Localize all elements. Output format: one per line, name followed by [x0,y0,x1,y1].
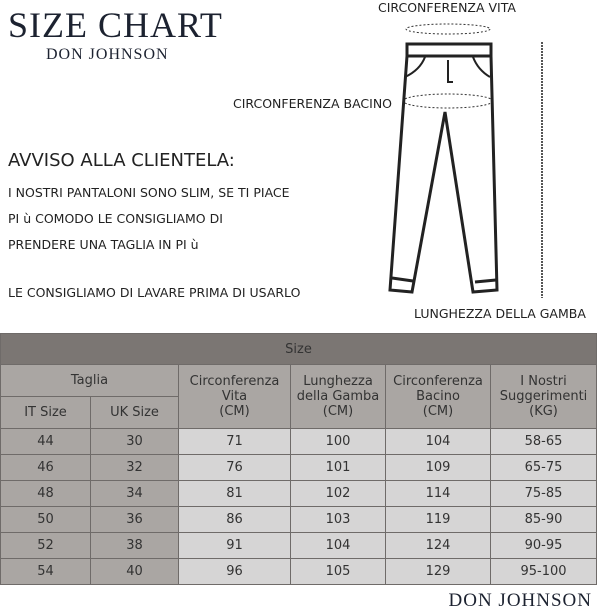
table-row [1,455,597,481]
table-cell: 96 [179,559,291,585]
table-cell: 65-75 [491,455,597,481]
table-cell: 90-95 [491,533,597,559]
table-cell: 48 [1,481,91,507]
table-row [1,429,597,455]
uk-size-header: UK Size [91,397,179,429]
table-row [1,559,597,585]
notice-line: I NOSTRI PANTALONI SONO SLIM, SE TI PIACE [8,185,290,200]
table-cell: 81 [179,481,291,507]
pants-illustration [380,0,600,310]
taglia-header: Taglia [1,365,179,397]
table-cell: 101 [291,455,386,481]
table-cell: 34 [91,481,179,507]
table-cell: 102 [291,481,386,507]
brand-subtitle: DON JOHNSON [46,46,169,63]
weight-header: I Nostri Suggerimenti (KG) [491,365,597,429]
footer-brand: DON JOHNSON [448,590,592,611]
table-cell: 76 [179,455,291,481]
table-cell: 105 [291,559,386,585]
table-cell: 54 [1,559,91,585]
table-cell: 91 [179,533,291,559]
notice-line: PI ù COMODO LE CONSIGLIAMO DI [8,211,223,226]
size-table [0,333,597,585]
wash-notice: LE CONSIGLIAMO DI LAVARE PRIMA DI USARLO [8,285,301,300]
table-cell: 30 [91,429,179,455]
hip-header: Circonferenza Bacino (CM) [386,365,491,429]
table-cell: 86 [179,507,291,533]
table-cell: 40 [91,559,179,585]
table-row [1,533,597,559]
table-cell: 104 [386,429,491,455]
table-cell: 50 [1,507,91,533]
table-cell: 114 [386,481,491,507]
notice-line: PRENDERE UNA TAGLIA IN PI ù [8,237,199,252]
hip-label: CIRCONFERENZA BACINO [233,96,393,111]
waist-label: CIRCONFERENZA VITA [378,0,516,15]
table-cell: 58-65 [491,429,597,455]
table-cell: 103 [291,507,386,533]
table-cell: 44 [1,429,91,455]
table-cell: 119 [386,507,491,533]
table-cell: 100 [291,429,386,455]
table-cell: 52 [1,533,91,559]
leg-header: Lunghezza della Gamba (CM) [291,365,386,429]
it-size-header: IT Size [1,397,91,429]
table-cell: 129 [386,559,491,585]
notice-heading: AVVISO ALLA CLIENTELA: [8,150,235,171]
table-cell: 32 [91,455,179,481]
table-cell: 109 [386,455,491,481]
title: SIZE CHART [8,5,223,45]
table-row [1,481,597,507]
table-cell: 71 [179,429,291,455]
table-cell: 36 [91,507,179,533]
table-cell: 38 [91,533,179,559]
leg-label: LUNGHEZZA DELLA GAMBA [414,306,586,321]
size-header: Size [1,334,597,365]
table-row [1,507,597,533]
waist-header: Circonferenza Vita (CM) [179,365,291,429]
table-cell: 124 [386,533,491,559]
table-cell: 104 [291,533,386,559]
table-cell: 46 [1,455,91,481]
table-cell: 85-90 [491,507,597,533]
table-cell: 75-85 [491,481,597,507]
table-cell: 95-100 [491,559,597,585]
